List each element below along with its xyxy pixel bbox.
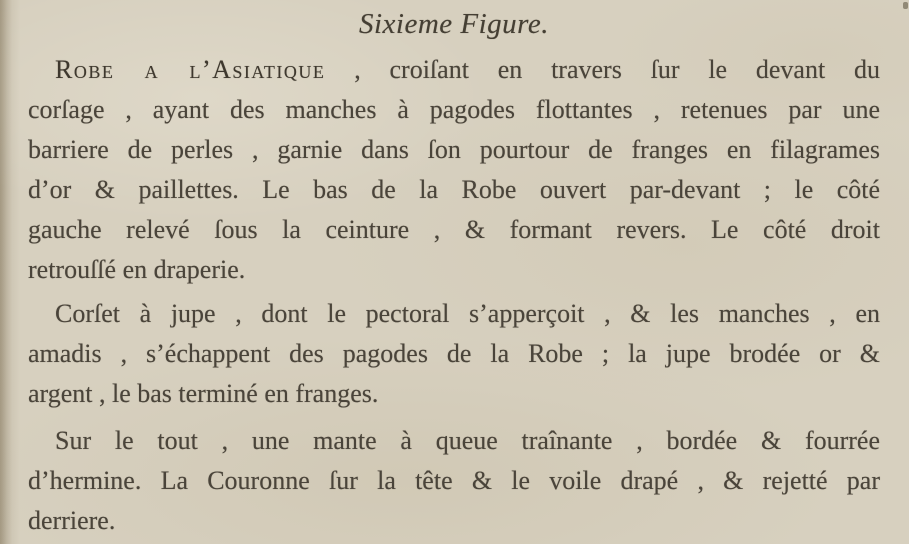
- ink-speck: [903, 2, 908, 9]
- text-line: amadis , s’échappent des pagodes de la Robe ; la jupe brodée or &: [28, 339, 880, 368]
- text-line: [28, 50, 880, 90]
- text-line: barriere de perles , garnie dans ſon pourtour de franges en filagrames: [28, 135, 880, 164]
- robe-smallcaps-lead: Robe a l’Asiatique: [55, 55, 326, 84]
- text-line: d’hermine. La Couronne ſur la tête & le voile drapé , & rejetté par: [28, 466, 880, 495]
- text-line: Sur le tout , une mante à queue traînante , bordée & fourrée: [55, 426, 880, 455]
- figure-title: Sixieme Figure.: [358, 8, 550, 40]
- text-line: derriere.: [28, 506, 116, 535]
- text-line: d’or & paillettes. Le bas de la Robe ouvert par-devant ; le côté: [28, 175, 880, 204]
- text-line-rest: , croiſant en travers ſur le devant du: [325, 55, 881, 84]
- text-line: argent , le bas terminé en franges.: [28, 379, 379, 408]
- text-line: corſage , ayant des manches à pagodes flottantes , retenues par une: [28, 95, 880, 124]
- paragraph-corset: [28, 294, 880, 414]
- paragraph-mante: [28, 421, 880, 541]
- scan-edge-shadow: [0, 0, 12, 544]
- text-line: gauche relevé ſous la ceinture , & formant revers. Le côté droit: [28, 215, 880, 244]
- text-line: retrouſſé en draperie.: [28, 255, 246, 284]
- paragraph-robe: [28, 50, 880, 290]
- text-line: Corſet à jupe , dont le pectoral s’apperçoit , & les manches , en: [55, 299, 880, 328]
